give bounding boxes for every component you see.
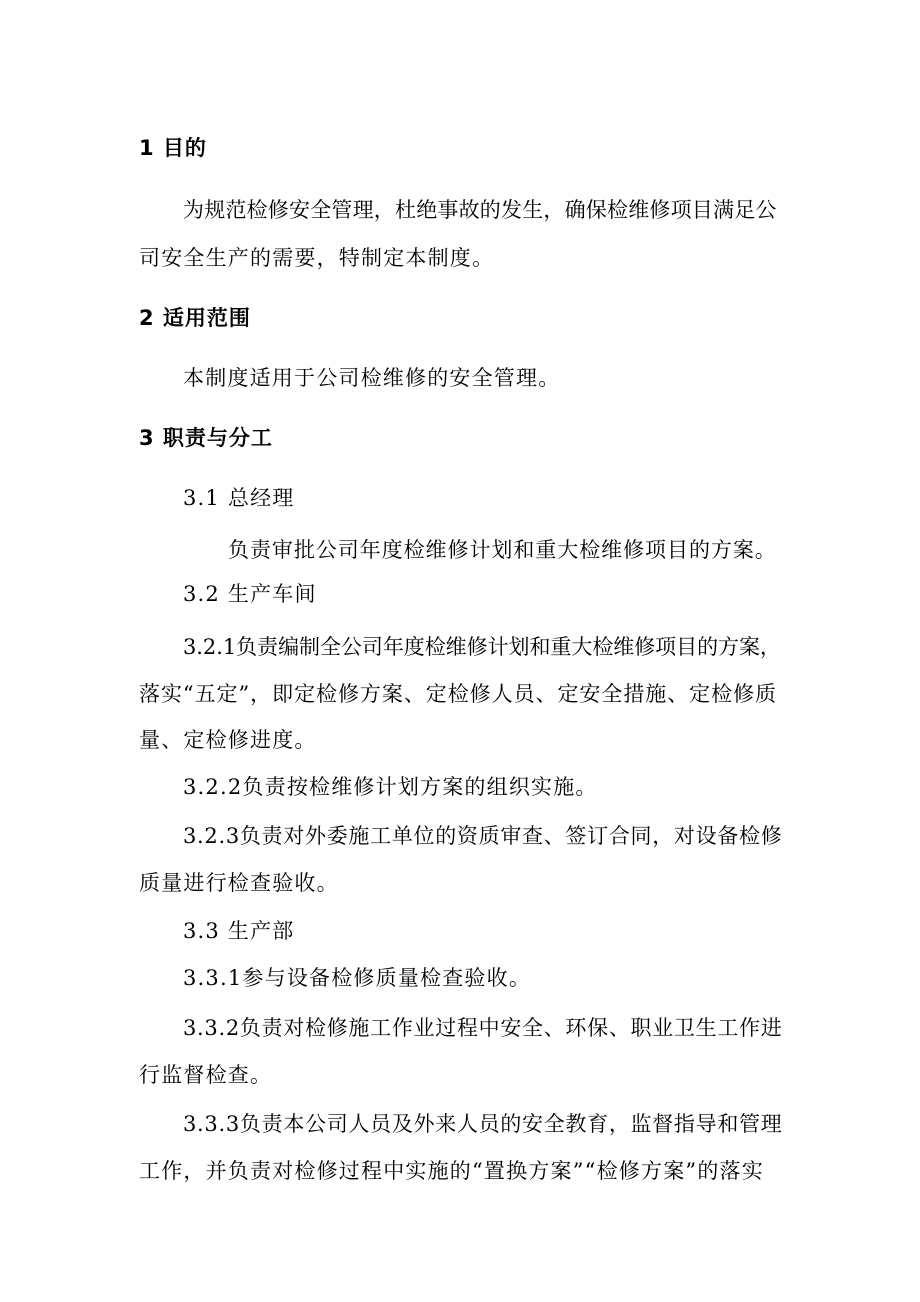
- purpose-paragraph-line-2: 司安全生产的需要，特制定本制度。: [139, 246, 495, 270]
- dept-item-1-line-1: 3.3.1参与设备检修质量检查验收。: [183, 966, 532, 990]
- general-manager-duty: 负责审批公司年度检维修计划和重大检维修项目的方案。: [228, 538, 777, 562]
- dept-item-2-line-1: 3.3.2负责对检修施工作业过程中安全、环保、职业卫生工作进: [183, 1016, 783, 1040]
- section-heading-purpose: 1 目的: [139, 136, 207, 160]
- scope-paragraph-line-1: 本制度适用于公司检维修的安全管理。: [183, 366, 561, 390]
- workshop-item-3-line-1: 3.2.3负责对外委施工单位的资质审查、签订合同，对设备检修: [183, 824, 783, 848]
- workshop-item-1-line-2: 落实“五定”，即定检修方案、定检修人员、定安全措施、定检修质: [139, 682, 777, 706]
- subsection-title-general-manager: 3.1 总经理: [183, 486, 295, 510]
- section-heading-responsibilities: 3 职责与分工: [139, 426, 273, 450]
- workshop-item-1-line-1: 3.2.1负责编制全公司年度检维修计划和重大检维修项目的方案，: [183, 635, 781, 659]
- dept-item-3-line-2: 工作，并负责对检修过程中实施的“置换方案”“检修方案”的落实: [139, 1159, 764, 1183]
- workshop-item-1-line-3: 量、定检修进度。: [139, 728, 317, 752]
- section-heading-scope: 2 适用范围: [139, 306, 251, 330]
- subsection-title-production-workshop: 3.2 生产车间: [183, 582, 317, 606]
- subsection-title-production-dept: 3.3 生产部: [183, 919, 295, 943]
- dept-item-2-line-2: 行监督检查。: [139, 1063, 273, 1087]
- dept-item-3-line-1: 3.3.3负责本公司人员及外来人员的安全教育，监督指导和管理: [183, 1112, 783, 1136]
- workshop-item-2-line-1: 3.2.2负责按检维修计划方案的组织实施。: [183, 775, 598, 799]
- workshop-item-3-line-2: 质量进行检查验收。: [139, 871, 339, 895]
- purpose-paragraph-line-1: 为规范检修安全管理，杜绝事故的发生，确保检维修项目满足公: [183, 198, 777, 222]
